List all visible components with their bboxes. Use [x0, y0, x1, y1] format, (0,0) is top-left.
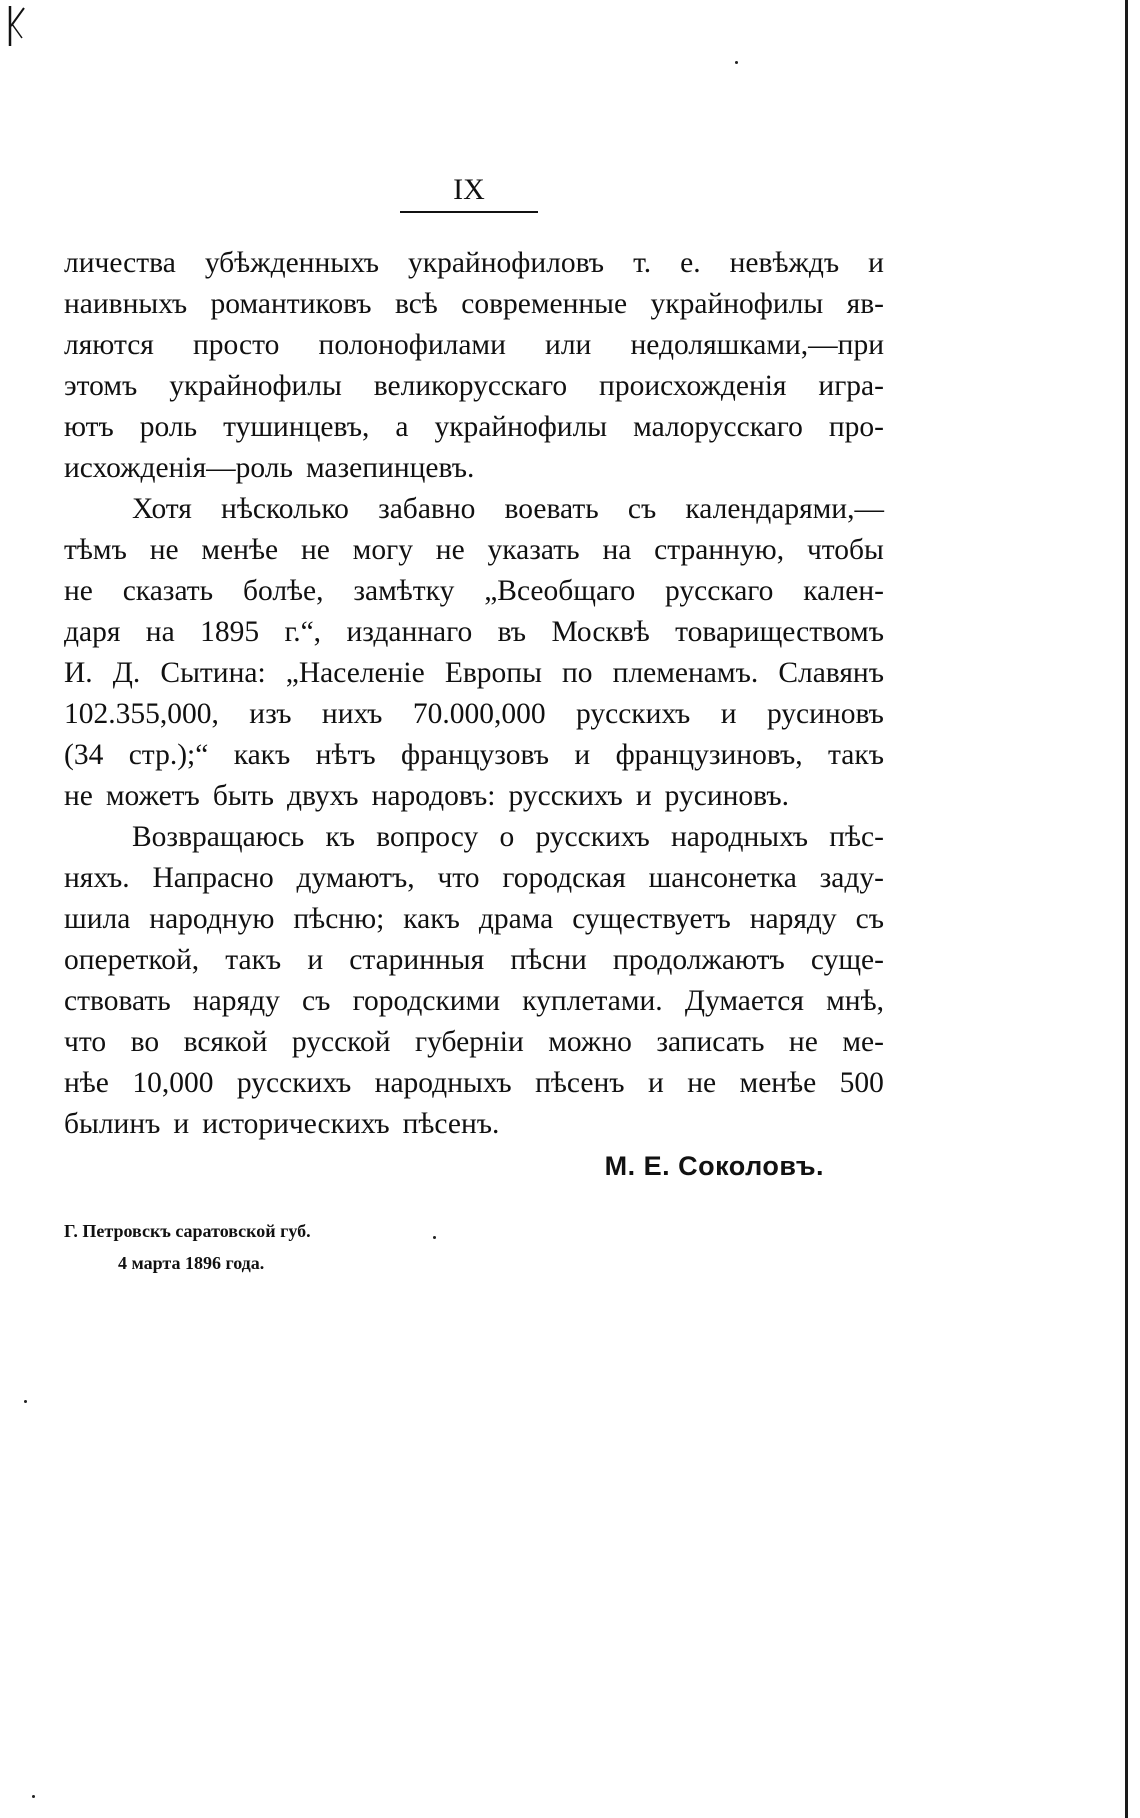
closing-place: Г. Петровскъ саратовской губ.	[64, 1221, 311, 1241]
paragraph	[64, 817, 884, 1145]
text-line: Хотя нѣсколько забавно воевать съ календарями,—	[132, 493, 884, 525]
text-line: исхожденія—роль мазепинцевъ.	[64, 452, 475, 484]
text-line: тѣмъ не менѣе не могу не указать на странную, чтобы	[64, 534, 884, 566]
body-text	[64, 243, 884, 1145]
scan-speck	[735, 61, 738, 64]
text-line: (34 стр.);“ какъ нѣтъ французовъ и французиновъ, такъ	[64, 739, 884, 771]
text-line: опереткой, такъ и старинныя пѣсни продолжаютъ суще-	[64, 944, 884, 976]
text-line: ляются просто полонофилами или недоляшками,—при	[64, 329, 884, 361]
text-line: няхъ. Напрасно думаютъ, что городская шансонетка заду-	[64, 862, 884, 894]
text-line: что во всякой русской губерніи можно записать не ме-	[64, 1026, 884, 1058]
text-line: личества убѣжденныхъ украйнофиловъ т. е. невѣждъ и	[64, 247, 884, 279]
text-line: нѣе 10,000 русскихъ народныхъ пѣсенъ и не менѣе 500	[64, 1067, 884, 1099]
text-line: не сказать болѣе, замѣтку „Всеобщаго русскаго кален-	[64, 575, 884, 607]
paragraph	[64, 243, 884, 489]
text-line: былинъ и историческихъ пѣсенъ.	[64, 1108, 500, 1140]
author-signature: М. Е. Соколовъ.	[604, 1151, 824, 1181]
closing-date: 4 марта 1896 года.	[118, 1253, 265, 1273]
scan-speck	[24, 1400, 27, 1403]
page-number: IX	[453, 173, 485, 206]
page-edge-line	[1125, 0, 1128, 1818]
text-line: ютъ роль тушинцевъ, а украйнофилы малорусскаго про-	[64, 411, 884, 443]
corner-scan-mark	[6, 4, 30, 48]
text-line: этомъ украйнофилы великорусскаго происхожденія игра-	[64, 370, 884, 402]
text-line: Возвращаюсь къ вопросу о русскихъ народныхъ пѣс-	[132, 821, 884, 853]
paragraph	[64, 489, 884, 817]
text-line: наивныхъ романтиковъ всѣ современные украйнофилы яв-	[64, 288, 884, 320]
text-line: ствовать наряду съ городскими куплетами. Думается мнѣ,	[64, 985, 884, 1017]
scan-speck	[32, 1795, 35, 1798]
text-line: даря на 1895 г.“, изданнаго въ Москвѣ товариществомъ	[64, 616, 884, 648]
scan-speck	[433, 1236, 436, 1239]
text-line: не можетъ быть двухъ народовъ: русскихъ и русиновъ.	[64, 780, 789, 812]
page-number-rule	[400, 211, 538, 213]
text-line: И. Д. Сытина: „Населеніе Европы по племенамъ. Славянъ	[64, 657, 884, 689]
text-line: 102.355,000, изъ нихъ 70.000,000 русскихъ и русиновъ	[64, 698, 884, 730]
text-line: шила народную пѣсню; какъ драма существуетъ наряду съ	[64, 903, 884, 935]
